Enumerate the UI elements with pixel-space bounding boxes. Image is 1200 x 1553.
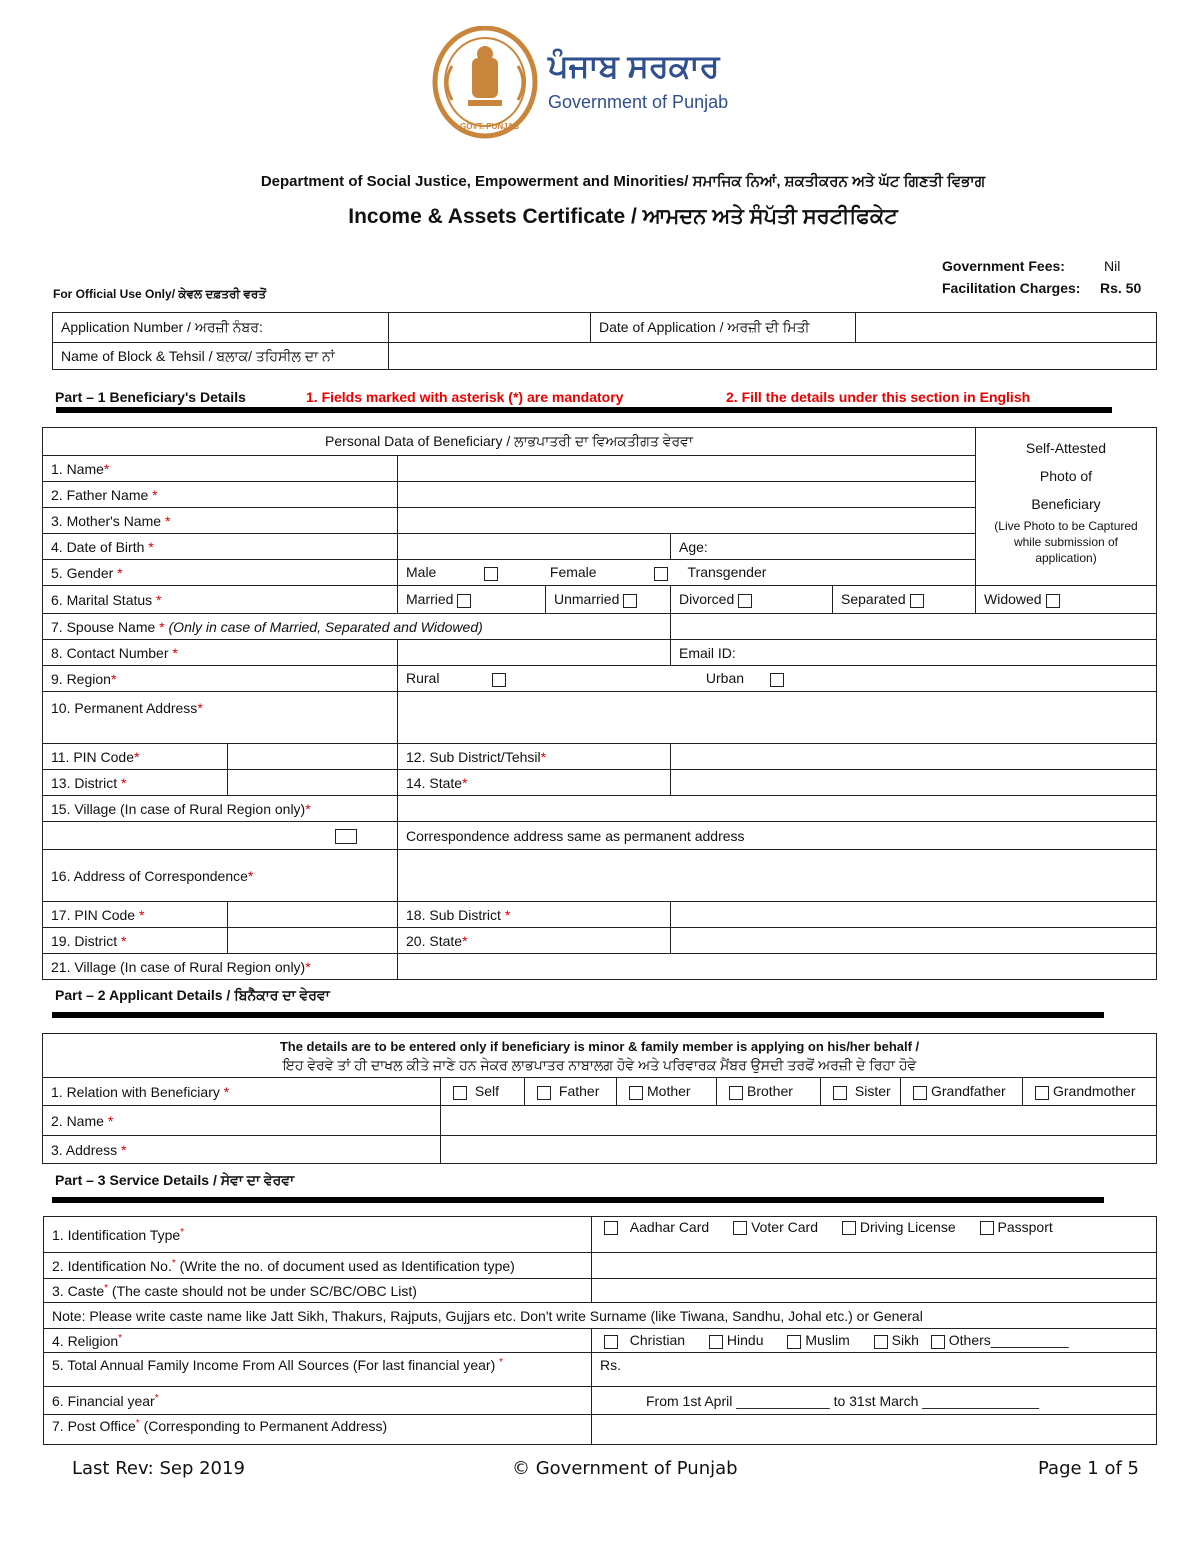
- applicant-header: [43, 1034, 1157, 1078]
- header-title-punjabi: ਪੰਜਾਬ ਸਰਕਾਰ: [548, 48, 720, 84]
- date-of-application-label: Date of Application / ਅਰਜ਼ੀ ਦੀ ਮਿਤੀ: [591, 313, 856, 343]
- self-checkbox[interactable]: [453, 1086, 467, 1100]
- photo-box[interactable]: [976, 428, 1157, 586]
- sub-district-input[interactable]: [671, 744, 1157, 770]
- region-label: 9. Region*: [43, 666, 398, 692]
- relation-grandfather[interactable]: Grandfather: [901, 1078, 1023, 1106]
- gender-male-label: Male: [406, 564, 437, 581]
- marital-status-label: 6. Marital Status *: [43, 586, 398, 614]
- mother-checkbox[interactable]: [629, 1086, 643, 1100]
- mother-name-input[interactable]: [398, 508, 976, 534]
- photo-label-3: Beneficiary: [1031, 496, 1101, 512]
- grandfather-checkbox[interactable]: [913, 1086, 927, 1100]
- gender-label: 5. Gender *: [43, 560, 398, 586]
- sikh-label: Sikh: [891, 1332, 919, 1349]
- part2-title: Part – 2 Applicant Details / ਬਿਨੈਕਾਰ ਦਾ ਵੇਰਵਾ: [55, 987, 330, 1003]
- applicant-table: [42, 1033, 1157, 1164]
- gender-female-label: Female: [549, 564, 597, 581]
- grandmother-checkbox[interactable]: [1035, 1086, 1049, 1100]
- id-number-label: 2. Identification No.* (Write the no. of document used as Identification type): [44, 1253, 592, 1279]
- block-tehsil-label: Name of Block & Tehsil / ਬਲਾਕ/ ਤਹਿਸੀਲ ਦਾ ਨਾਂ: [53, 343, 389, 370]
- rural-checkbox[interactable]: [492, 673, 506, 687]
- post-office-label: 7. Post Office* (Corresponding to Permanent Address): [44, 1415, 592, 1445]
- others-label: Others__________: [948, 1332, 1069, 1349]
- state-2-label: 20. State*: [398, 928, 671, 954]
- caste-note: Note: Please write caste name like Jatt Sikh, Thakurs, Rajputs, Gujjars etc. Don't write Surname (like Tiwana, Sandhu, Johal etc.) or General: [44, 1303, 1157, 1329]
- footer-revision: Last Rev: Sep 2019: [72, 1458, 245, 1479]
- caste-label: 3. Caste* (The caste should not be under SC/BC/OBC List): [44, 1279, 592, 1303]
- mother-name-label: 3. Mother's Name *: [43, 508, 398, 534]
- official-use-table: [52, 312, 1157, 370]
- part3-divider: [52, 1197, 1104, 1203]
- relation-brother[interactable]: Brother: [717, 1078, 821, 1106]
- driving-license-label: Driving License: [859, 1219, 956, 1235]
- voter-card-checkbox[interactable]: [733, 1221, 747, 1235]
- id-number-input[interactable]: [592, 1253, 1157, 1279]
- part3-title: Part – 3 Service Details / ਸੇਵਾ ਦਾ ਵੇਰਵਾ: [55, 1172, 295, 1188]
- unmarried-checkbox[interactable]: [623, 594, 637, 608]
- pin-code-2-label: 17. PIN Code *: [43, 902, 228, 928]
- part1-note-mandatory: 1. Fields marked with asterisk (*) are mandatory: [306, 389, 624, 405]
- facilitation-value: Rs. 50: [1100, 280, 1142, 296]
- urban-checkbox[interactable]: [770, 673, 784, 687]
- divorced-checkbox[interactable]: [738, 594, 752, 608]
- marital-divorced[interactable]: Divorced: [671, 586, 833, 614]
- state-2-input[interactable]: [671, 928, 1157, 954]
- pin-code-input[interactable]: [228, 744, 398, 770]
- name-label: 1. Name*: [43, 456, 398, 482]
- financial-year-label: 6. Financial year*: [44, 1387, 592, 1415]
- name-input[interactable]: [398, 456, 976, 482]
- gov-fees-value: Nil: [1104, 258, 1121, 274]
- village-input[interactable]: [398, 796, 1157, 822]
- village-2-label: 21. Village (In case of Rural Region only)*: [43, 954, 398, 980]
- brother-checkbox[interactable]: [729, 1086, 743, 1100]
- father-name-input[interactable]: [398, 482, 976, 508]
- footer-copyright: © Government of Punjab: [512, 1458, 738, 1479]
- state-input[interactable]: [671, 770, 1157, 796]
- gender-transgender-label: Transgender: [687, 564, 767, 581]
- application-number-input[interactable]: [389, 313, 591, 343]
- sikh-checkbox[interactable]: [874, 1335, 888, 1349]
- beneficiary-table: [42, 427, 1157, 980]
- contact-number-label: 8. Contact Number *: [43, 640, 398, 666]
- correspondence-address-input[interactable]: [398, 850, 1157, 902]
- financial-year-input[interactable]: From 1st April ____________ to 31st March _______________: [592, 1387, 1157, 1415]
- muslim-checkbox[interactable]: [787, 1335, 801, 1349]
- correspondence-address-label: 16. Address of Correspondence*: [43, 850, 398, 902]
- region-urban-label: Urban: [705, 670, 745, 687]
- religion-label: 4. Religion*: [44, 1329, 592, 1353]
- dob-input[interactable]: [398, 534, 671, 560]
- same-address-checkbox-cell[interactable]: [43, 822, 398, 850]
- document-title: Income & Assets Certificate / ਆਮਦਨ ਅਤੇ ਸੰਪੱਤੀ ਸਰਟੀਫਿਕੇਟ: [348, 205, 898, 228]
- relation-self[interactable]: Self: [441, 1078, 525, 1106]
- permanent-address-input[interactable]: [398, 692, 1157, 744]
- hindu-checkbox[interactable]: [709, 1335, 723, 1349]
- income-input[interactable]: Rs.: [592, 1353, 1157, 1387]
- marital-married[interactable]: Married: [398, 586, 546, 614]
- sub-district-label: 12. Sub District/Tehsil*: [398, 744, 671, 770]
- photo-note: (Live Photo to be Captured while submission of application): [994, 519, 1138, 565]
- contact-number-input[interactable]: [398, 640, 671, 666]
- block-tehsil-input[interactable]: [389, 343, 1157, 370]
- relation-grandmother[interactable]: Grandmother: [1023, 1078, 1157, 1106]
- christian-label: Christian: [629, 1332, 686, 1349]
- gender-male-checkbox[interactable]: [484, 567, 498, 581]
- caste-input[interactable]: [592, 1279, 1157, 1303]
- passport-checkbox[interactable]: [980, 1221, 994, 1235]
- separated-checkbox[interactable]: [910, 594, 924, 608]
- service-table: [43, 1216, 1157, 1445]
- same-address-checkbox[interactable]: [335, 829, 357, 844]
- spouse-name-input[interactable]: [671, 614, 1157, 640]
- relation-mother[interactable]: Mother: [617, 1078, 717, 1106]
- footer-page-number: Page 1 of 5: [1038, 1458, 1139, 1479]
- gender-options: [398, 560, 976, 586]
- logo-text: GOVT. PUNJAB: [460, 122, 520, 131]
- married-checkbox[interactable]: [457, 594, 471, 608]
- id-type-label: 1. Identification Type*: [44, 1217, 592, 1253]
- muslim-label: Muslim: [805, 1332, 850, 1349]
- sub-district-2-input[interactable]: [671, 902, 1157, 928]
- applicant-header-pa: ਇਹ ਵੇਰਵੇ ਤਾਂ ਹੀ ਦਾਖਲ ਕੀਤੇ ਜਾਣੇ ਹਨ ਜੇਕਰ ਲਾਭਪਾਤਰ ਨਾਬਾਲਗ ਹੋਵੇ ਅਤੇ ਪਰਿਵਾਰਕ ਮੈਂਬਰ ਉਸਦੀ ਤਰਫੋਂ ਅਰਜ਼ੀ ਦੇ ਰਿਹਾ ਹੋਵੇ: [282, 1056, 917, 1073]
- same-address-label: Correspondence address same as permanent address: [398, 822, 1157, 850]
- email-field[interactable]: Email ID:: [671, 640, 1157, 666]
- district-2-input[interactable]: [228, 928, 398, 954]
- region-rural-label: Rural: [406, 670, 440, 687]
- father-name-label: 2. Father Name *: [43, 482, 398, 508]
- id-type-options: [592, 1217, 1157, 1253]
- driving-license-checkbox[interactable]: [842, 1221, 856, 1235]
- date-of-application-input[interactable]: [856, 313, 1157, 343]
- part2-divider: [52, 1012, 1104, 1018]
- post-office-input[interactable]: [592, 1415, 1157, 1445]
- district-label: 13. District *: [43, 770, 228, 796]
- sister-checkbox[interactable]: [833, 1086, 847, 1100]
- village-label: 15. Village (In case of Rural Region only)*: [43, 796, 398, 822]
- passport-label: Passport: [997, 1219, 1053, 1235]
- department-name: Department of Social Justice, Empowerment and Minorities/ ਸਮਾਜਿਕ ਨਿਆਂ, ਸ਼ਕਤੀਕਰਨ ਅਤੇ ਘੱਟ ਗਿਣਤੀ ਵਿਭਾਗ: [260, 173, 986, 190]
- religion-options: [592, 1329, 1157, 1353]
- region-options: [398, 666, 1157, 692]
- sub-district-2-label: 18. Sub District *: [398, 902, 671, 928]
- father-checkbox[interactable]: [537, 1086, 551, 1100]
- spouse-name-label: 7. Spouse Name * (Only in case of Married, Separated and Widowed): [43, 614, 671, 640]
- applicant-address-input[interactable]: [441, 1136, 1157, 1164]
- district-2-label: 19. District *: [43, 928, 228, 954]
- gov-fees-label: Government Fees:: [942, 258, 1065, 274]
- pin-code-label: 11. PIN Code*: [43, 744, 228, 770]
- income-label: 5. Total Annual Family Income From All Sources (For last financial year) *: [44, 1353, 592, 1387]
- voter-card-label: Voter Card: [751, 1219, 818, 1235]
- aadhar-checkbox[interactable]: [604, 1221, 618, 1235]
- permanent-address-label: 10. Permanent Address*: [43, 692, 398, 744]
- widowed-checkbox[interactable]: [1046, 594, 1060, 608]
- age-field[interactable]: Age:: [671, 534, 976, 560]
- part1-note-english: 2. Fill the details under this section in English: [726, 389, 1031, 405]
- marital-widowed[interactable]: Widowed: [976, 586, 1157, 614]
- relation-label: 1. Relation with Beneficiary *: [43, 1078, 441, 1106]
- facilitation-label: Facilitation Charges:: [942, 280, 1081, 296]
- christian-checkbox[interactable]: [604, 1335, 618, 1349]
- application-number-label: Application Number / ਅਰਜ਼ੀ ਨੰਬਰ:: [53, 313, 389, 343]
- aadhar-label: Aadhar Card: [629, 1219, 710, 1235]
- others-checkbox[interactable]: [931, 1335, 945, 1349]
- pin-code-2-input[interactable]: [228, 902, 398, 928]
- marital-unmarried[interactable]: Unmarried: [546, 586, 671, 614]
- relation-father[interactable]: Father: [525, 1078, 617, 1106]
- personal-data-header: Personal Data of Beneficiary / ਲਾਭਪਾਤਰੀ ਦਾ ਵਿਅਕਤੀਗਤ ਵੇਰਵਾ: [43, 428, 976, 456]
- marital-separated[interactable]: Separated: [833, 586, 976, 614]
- gender-female-checkbox[interactable]: [654, 567, 668, 581]
- applicant-name-label: 2. Name *: [43, 1106, 441, 1136]
- applicant-header-en: The details are to be entered only if beneficiary is minor & family member is applying on his/her behalf /: [279, 1038, 920, 1054]
- state-label: 14. State*: [398, 770, 671, 796]
- part1-divider: [56, 407, 1112, 413]
- village-2-input[interactable]: [398, 954, 1157, 980]
- district-input[interactable]: [228, 770, 398, 796]
- relation-sister[interactable]: Sister: [821, 1078, 901, 1106]
- photo-label-1: Self-Attested: [1025, 440, 1107, 456]
- applicant-address-label: 3. Address *: [43, 1136, 441, 1164]
- photo-label-2: Photo of: [1039, 468, 1093, 484]
- applicant-name-input[interactable]: [441, 1106, 1157, 1136]
- punjab-emblem-logo: [432, 26, 538, 144]
- official-use-label: For Official Use Only/ ਕੇਵਲ ਦਫ਼ਤਰੀ ਵਰਤੋਂ: [53, 287, 267, 301]
- part1-title: Part – 1 Beneficiary's Details: [55, 389, 246, 405]
- dob-label: 4. Date of Birth *: [43, 534, 398, 560]
- hindu-label: Hindu: [726, 1332, 764, 1349]
- header-title-english: Government of Punjab: [548, 92, 729, 112]
